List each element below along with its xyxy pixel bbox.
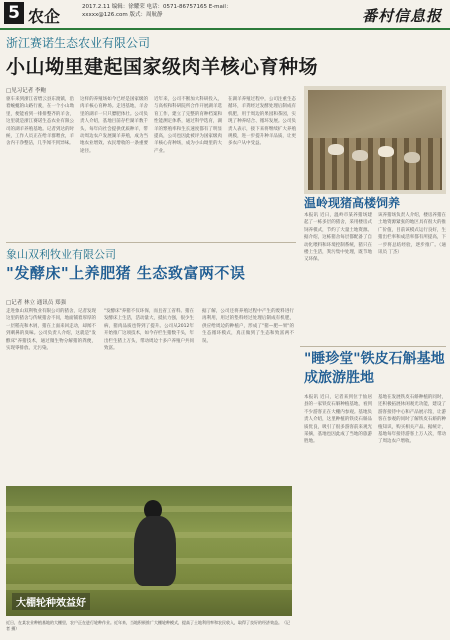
article2-column-3: 据了解，公司还将养殖过程中产生的废料进行再利用，用过的垫料经过处理后制成有机肥，供应给周边的种植户，形成了"猪—肥—果"的生态循环模式，真正做到了生态和致富两不误。	[202, 309, 294, 344]
sidebar-photo	[304, 86, 446, 194]
article1-column-1: 驱车来到浙江省缙云县东渡镇，沿着蜿蜒的山路行驶，在一个小山坳里，便能看到一排排整齐的羊舍，这里就是浙江赛诺生态农业有限公司的湖羊养殖基地。记者到达的时候，工作人员正在给羊群喂食，羊舍内干净整洁，几乎闻不到异味。	[6, 97, 74, 147]
article1-kicker: 浙江赛诺生态农业有限公司	[6, 36, 151, 50]
farmer-figure	[134, 516, 176, 586]
article3-headline: "睡珍堂"铁皮石斛基地成旅游胜地	[304, 351, 445, 386]
article2-headline: "发酵床"上养肥猪 生态致富两不误	[6, 264, 246, 282]
greenhouse-photo	[6, 486, 292, 616]
sidebar-column-2: 该养猪场负责人介绍，楼房养猪在土地资源紧张的地区具有很大的推广价值，目前该模式运行良好，生猪出栏率和成活率都有所提高，下一步将总结经验，逐步推广。（通讯员 丁杰）	[378, 213, 446, 256]
page-header	[0, 0, 450, 30]
article2-column-2: "发酵床"养猪不仅环保，而且省工省料。猪在发酵床上生活，活动量大，抵抗力强，很少生病，猪肉品质也得到了提升。公司从2012年开始推广这项技术，如今存栏生猪数千头，年出栏生猪上万头，带动周边十多户养殖户共同致富。	[104, 309, 194, 352]
section-title: 农企	[28, 7, 61, 26]
sidebar-column-1: 本报讯 近日，温岭市某养猪场建起了一栋多层的猪舍，采用楼房式饲养模式，节约了大量土地资源。据介绍，这栋猪舍每层都配备了自动化喂料和环境控制系统，猪只在楼上生活，粪污集中处理，既节地又环保。	[304, 213, 372, 263]
article2-kicker: 象山双利牧业有限公司	[6, 248, 116, 261]
article1-column-2: 这样的养殖场如今已经是国家级的肉羊核心育种场。走进基地，羊舍里的湖羊一只只膘肥体壮。公司负责人介绍，基地目前存栏湖羊数千头，每年向社会提供优质种羊，带动周边农户发展湖羊养殖，成为当地农业增效、农民增收的一条重要途径。	[80, 97, 148, 154]
article3-column-1: 本报讯 近日，记者来到位于仙居县的一家铁皮石斛种植基地，看到不少游客正在大棚内参观。基地负责人介绍，这里种植的铁皮石斛品质优良，吸引了很多游客前来观光采摘，基地也因此成了当地的旅游胜地。	[304, 395, 372, 445]
article1-headline: 小山坳里建起国家级肉羊核心育种场	[6, 56, 319, 78]
article1-column-4: 在湖羊养殖过程中，公司注重生态循环，羊粪经过发酵处理后制成有机肥，用于周边的果园和茶园，实现了种养结合、循环发展。公司负责人表示，接下来将继续扩大养殖规模，进一步提升种羊品质，让更多农户从中受益。	[228, 97, 296, 147]
photo-caption: 大棚轮种效益好	[12, 593, 90, 610]
photo-footer-text: 近日，在某农业种植基地的大棚里，农户正在进行轮种作业。近年来，当地积极推广大棚轮种模式，提高了土地利用率和农民收入，取得了良好的经济效益。（记者 摄）	[6, 620, 290, 631]
page-number: 5	[4, 2, 24, 24]
edition-meta: 2017.2.11 编辑：徐耀荣 电话：0571-86757165 E-mail：xxxxx@126.com 版式：周航静	[82, 4, 232, 18]
divider	[300, 346, 446, 347]
article2-column-1: 走进象山双利牧业有限公司的猪舍，记者发现这里的猪舍与传统猪舍不同，地面铺着厚厚的一层稻壳和木屑，猪在上面来回走动，却闻不到刺鼻的臭味。公司负责人介绍，这就是"发酵床"养猪技术，通过微生物分解猪的粪便，实现零排放、无污染。	[6, 309, 96, 352]
sidebar-headline: 温岭现猪高楼饲养	[304, 196, 401, 210]
article3-column-2: 基地在发展铁皮石斛种植的同时，还积极拓展休闲观光功能，建设了游客接待中心和产品展示馆，让游客在参观的同时了解铁皮石斛的种植知识，购买相关产品。据统计，基地每年接待游客上万人次，带动了周边农户增收。	[378, 395, 446, 445]
article1-column-3: 近年来，公司不断加大科研投入，与高校和科研院所合作开展湖羊选育工作，建立了完整的育种档案和性能测定体系，通过科学选育，湖羊的繁殖率和生长速度都有了明显提高，公司也因此被评为国家级肉羊核心育种场，成为小山坳里的大产业。	[154, 97, 222, 154]
article2-byline: □记者 林立 通讯员 郑强	[6, 300, 66, 306]
newspaper-masthead: 番村信息报	[361, 7, 442, 25]
pig-farm-image	[308, 90, 442, 190]
divider	[6, 242, 296, 243]
article1-byline: □见习记者 李鲍	[6, 88, 46, 94]
